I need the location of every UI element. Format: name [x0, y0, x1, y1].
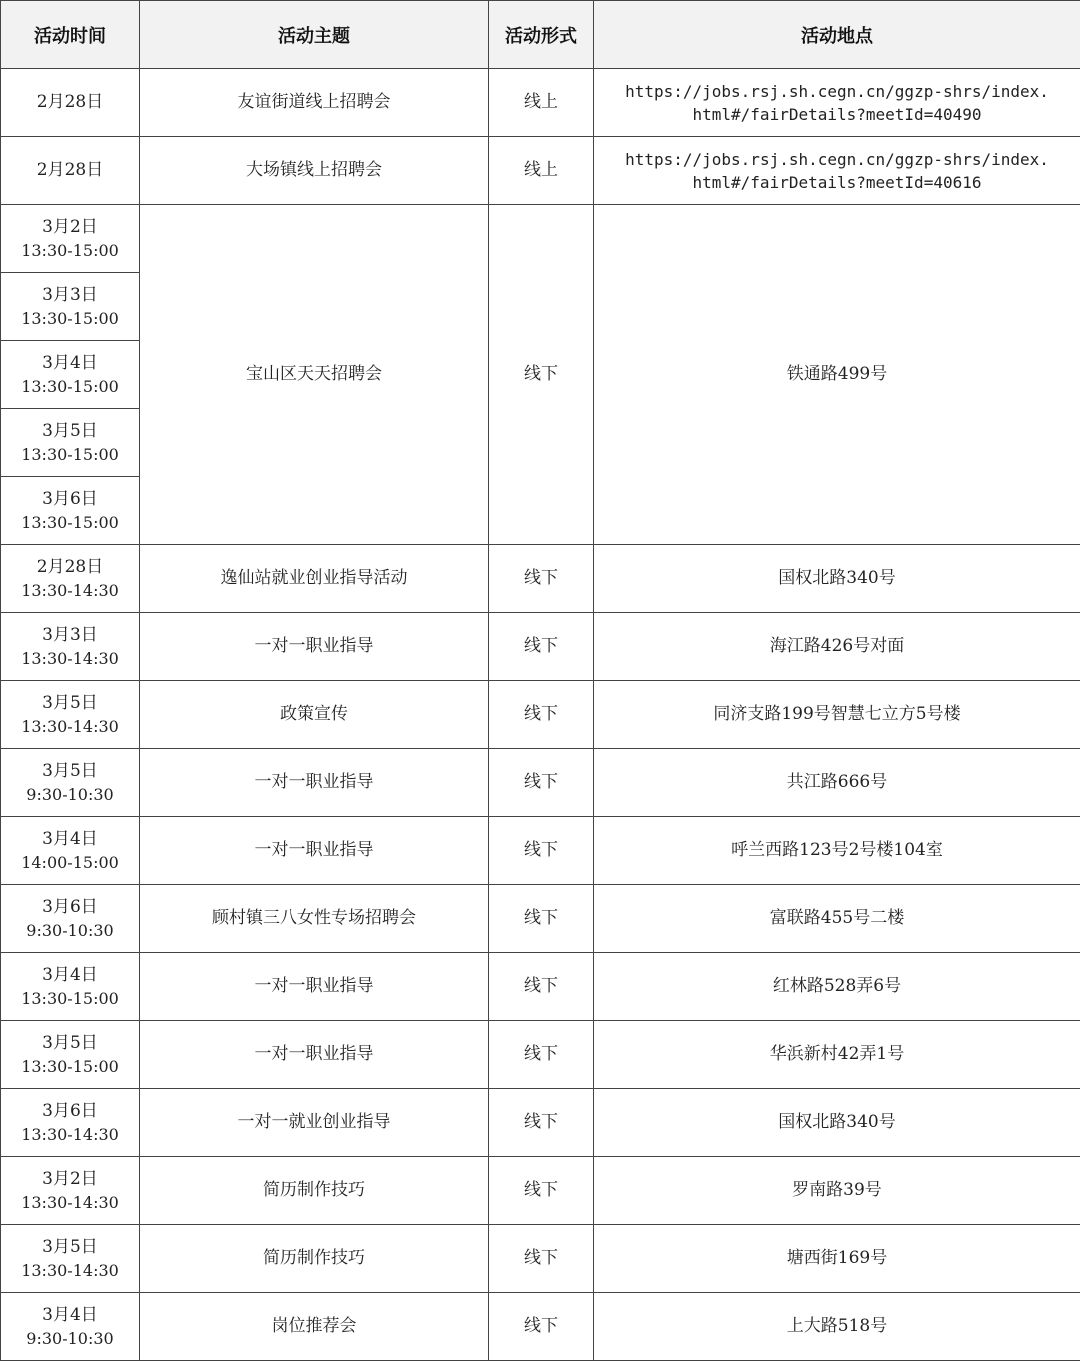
cell-topic: 一对一职业指导	[140, 1021, 489, 1089]
cell-time	[1, 341, 140, 409]
cell-hours: 9:30-10:30	[7, 1327, 133, 1350]
cell-form: 线下	[489, 545, 594, 613]
cell-hours: 9:30-10:30	[7, 783, 133, 806]
cell-form: 线下	[489, 953, 594, 1021]
cell-time	[1, 817, 140, 885]
cell-hours: 13:30-14:30	[7, 1191, 133, 1214]
table-row	[1, 69, 1080, 137]
cell-topic: 友谊街道线上招聘会	[140, 69, 489, 137]
table-row	[1, 885, 1080, 953]
cell-topic: 大场镇线上招聘会	[140, 137, 489, 205]
cell-date: 3月5日	[7, 1236, 133, 1259]
cell-time	[1, 545, 140, 613]
cell-date: 3月6日	[7, 488, 133, 511]
cell-hours: 13:30-15:00	[7, 443, 133, 466]
cell-form: 线下	[489, 817, 594, 885]
cell-form: 线下	[489, 1157, 594, 1225]
cell-form: 线下	[489, 1089, 594, 1157]
header-time: 活动时间	[1, 1, 140, 69]
cell-form: 线下	[489, 205, 594, 545]
cell-date: 3月3日	[7, 624, 133, 647]
cell-form: 线下	[489, 1021, 594, 1089]
cell-hours: 13:30-14:30	[7, 579, 133, 602]
cell-date: 2月28日	[7, 91, 133, 114]
cell-date: 3月5日	[7, 760, 133, 783]
cell-date: 3月6日	[7, 1100, 133, 1123]
cell-time	[1, 953, 140, 1021]
cell-date: 3月2日	[7, 216, 133, 239]
cell-hours: 9:30-10:30	[7, 919, 133, 942]
cell-time	[1, 681, 140, 749]
cell-date: 3月4日	[7, 1304, 133, 1327]
cell-topic: 一对一职业指导	[140, 953, 489, 1021]
cell-time	[1, 885, 140, 953]
cell-time	[1, 273, 140, 341]
cell-time	[1, 1225, 140, 1293]
cell-date: 3月5日	[7, 1032, 133, 1055]
cell-hours: 13:30-15:00	[7, 987, 133, 1010]
cell-hours: 13:30-14:30	[7, 715, 133, 738]
cell-time	[1, 1021, 140, 1089]
cell-date: 3月4日	[7, 352, 133, 375]
cell-topic: 简历制作技巧	[140, 1157, 489, 1225]
cell-place-link[interactable]: https://jobs.rsj.sh.cegn.cn/ggzp-shrs/index.html#/fairDetails?meetId=40490	[594, 69, 1080, 137]
cell-place: 国权北路340号	[594, 545, 1080, 613]
table-header	[1, 1, 1080, 69]
cell-place: 罗南路39号	[594, 1157, 1080, 1225]
table-row	[1, 817, 1080, 885]
table-row	[1, 137, 1080, 205]
cell-form: 线下	[489, 681, 594, 749]
table-row	[1, 953, 1080, 1021]
cell-hours: 13:30-14:30	[7, 1123, 133, 1146]
cell-hours: 13:30-15:00	[7, 511, 133, 534]
cell-form: 线下	[489, 885, 594, 953]
cell-topic: 一对一就业创业指导	[140, 1089, 489, 1157]
cell-form: 线上	[489, 137, 594, 205]
cell-time	[1, 1089, 140, 1157]
cell-time	[1, 205, 140, 273]
cell-form: 线下	[489, 1293, 594, 1361]
cell-time	[1, 613, 140, 681]
cell-hours: 13:30-15:00	[7, 307, 133, 330]
table-row	[1, 1089, 1080, 1157]
cell-date: 3月6日	[7, 896, 133, 919]
cell-topic: 宝山区天天招聘会	[140, 205, 489, 545]
cell-date: 2月28日	[7, 556, 133, 579]
cell-date: 3月5日	[7, 692, 133, 715]
cell-place: 华浜新村42弄1号	[594, 1021, 1080, 1089]
cell-date: 3月3日	[7, 284, 133, 307]
cell-place: 呼兰西路123号2号楼104室	[594, 817, 1080, 885]
cell-place: 铁通路499号	[594, 205, 1080, 545]
table-row	[1, 1157, 1080, 1225]
table-row	[1, 205, 1080, 273]
header-form: 活动形式	[489, 1, 594, 69]
cell-time	[1, 1293, 140, 1361]
table-row	[1, 1225, 1080, 1293]
cell-place: 富联路455号二楼	[594, 885, 1080, 953]
cell-time	[1, 1157, 140, 1225]
cell-place: 塘西街169号	[594, 1225, 1080, 1293]
cell-place: 上大路518号	[594, 1293, 1080, 1361]
cell-place: 国权北路340号	[594, 1089, 1080, 1157]
cell-form: 线下	[489, 749, 594, 817]
cell-form: 线下	[489, 1225, 594, 1293]
table-row	[1, 681, 1080, 749]
cell-date: 3月5日	[7, 420, 133, 443]
table-row	[1, 613, 1080, 681]
cell-time	[1, 69, 140, 137]
cell-topic: 逸仙站就业创业指导活动	[140, 545, 489, 613]
cell-date: 3月4日	[7, 964, 133, 987]
cell-place: 同济支路199号智慧七立方5号楼	[594, 681, 1080, 749]
cell-date: 2月28日	[7, 159, 133, 182]
cell-place: 红林路528弄6号	[594, 953, 1080, 1021]
table-row	[1, 1293, 1080, 1361]
cell-topic: 政策宣传	[140, 681, 489, 749]
table-row	[1, 1021, 1080, 1089]
cell-time	[1, 409, 140, 477]
cell-topic: 简历制作技巧	[140, 1225, 489, 1293]
cell-hours: 13:30-14:30	[7, 1259, 133, 1282]
table-body	[1, 69, 1080, 1361]
cell-date: 3月2日	[7, 1168, 133, 1191]
cell-time	[1, 477, 140, 545]
cell-topic: 一对一职业指导	[140, 749, 489, 817]
cell-date: 3月4日	[7, 828, 133, 851]
table-row	[1, 749, 1080, 817]
cell-hours: 13:30-14:30	[7, 647, 133, 670]
cell-place: 共江路666号	[594, 749, 1080, 817]
cell-place-link[interactable]: https://jobs.rsj.sh.cegn.cn/ggzp-shrs/index.html#/fairDetails?meetId=40616	[594, 137, 1080, 205]
cell-topic: 一对一职业指导	[140, 613, 489, 681]
cell-hours: 14:00-15:00	[7, 851, 133, 874]
cell-hours: 13:30-15:00	[7, 239, 133, 262]
header-row	[1, 1, 1080, 69]
cell-hours: 13:30-15:00	[7, 375, 133, 398]
cell-form: 线下	[489, 613, 594, 681]
header-place: 活动地点	[594, 1, 1080, 69]
header-topic: 活动主题	[140, 1, 489, 69]
cell-place: 海江路426号对面	[594, 613, 1080, 681]
cell-topic: 岗位推荐会	[140, 1293, 489, 1361]
table-row	[1, 545, 1080, 613]
cell-form: 线上	[489, 69, 594, 137]
cell-topic: 顾村镇三八女性专场招聘会	[140, 885, 489, 953]
cell-hours: 13:30-15:00	[7, 1055, 133, 1078]
cell-topic: 一对一职业指导	[140, 817, 489, 885]
cell-time	[1, 749, 140, 817]
cell-time	[1, 137, 140, 205]
